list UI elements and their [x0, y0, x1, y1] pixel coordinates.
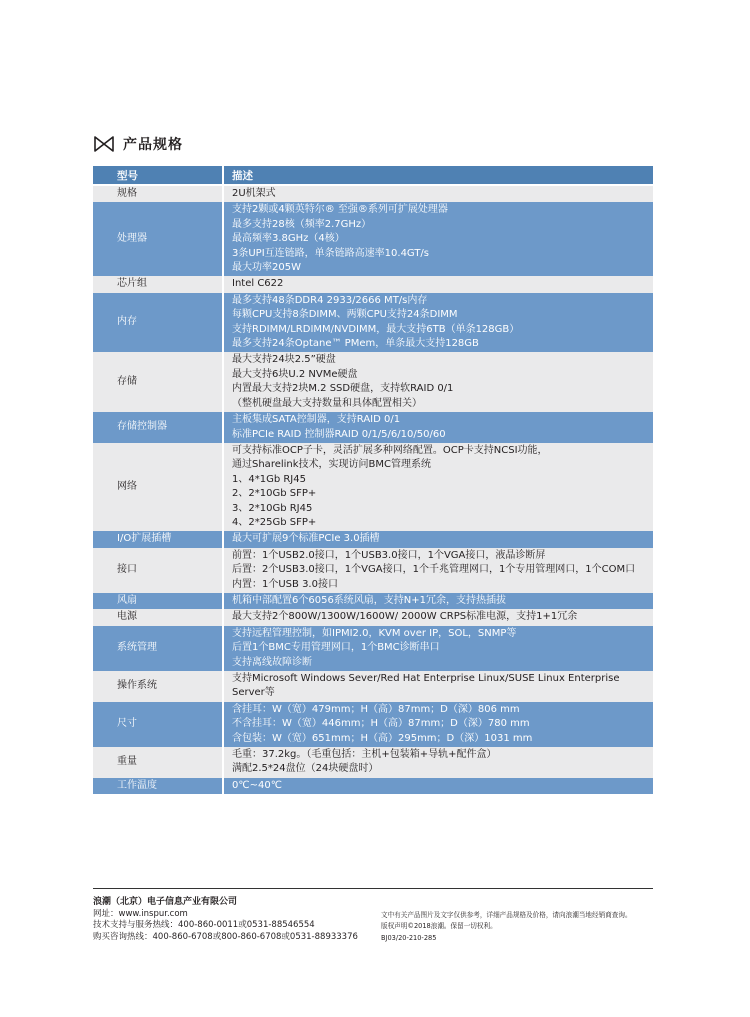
sales-hotline: 购买咨询热线：400-860-6708或800-860-6708或0531-88933376	[93, 931, 358, 942]
spec-line: 每颗CPU支持8条DIMM、两颗CPU支持24条DIMM	[232, 309, 458, 321]
copyright-text: 版权声明©2018浪潮。保留一切权利。	[381, 922, 497, 931]
footer-divider	[93, 888, 653, 889]
company-name: 浪潮（北京）电子信息产业有限公司	[93, 897, 238, 907]
spec-line: 最大支持24块2.5”硬盘	[232, 354, 336, 366]
table-row	[93, 352, 653, 412]
spec-key: 尺寸	[93, 702, 223, 747]
spec-key: 内存	[93, 293, 223, 353]
spec-line: 最多支持28核（频率2.7GHz）	[232, 218, 372, 230]
spec-key: 电源	[93, 609, 223, 625]
spec-value	[223, 293, 653, 353]
disclaimer-text: 文中有关产品图片及文字仅供参考，详细产品规格及价格，请向浪潮当地经销商查询。	[381, 911, 632, 919]
spec-line: 2U机架式	[232, 188, 276, 199]
spec-value	[223, 548, 653, 593]
spec-line: 满配2.5*24盘位（24块硬盘时）	[232, 763, 379, 775]
footer-contact	[93, 897, 358, 943]
spec-value	[223, 671, 653, 702]
spec-line: 2、2*10Gb SFP+	[232, 488, 317, 500]
spec-line: 机箱中部配置6个6056系统风扇，支持N+1冗余，支持热插拔	[232, 594, 507, 606]
table-row	[93, 593, 653, 609]
spec-line: 主板集成SATA控制器，支持RAID 0/1	[232, 414, 401, 426]
spec-line: 可支持标准OCP子卡，灵活扩展多种网络配置。OCP卡支持NCSI功能，	[232, 444, 548, 456]
spec-line: 后置：2个USB3.0接口，1个VGA接口，1个千兆管理网口，1个专用管理网口，1个COM口	[232, 564, 636, 576]
spec-value	[223, 626, 653, 671]
spec-line: 毛重：37.2kg。（毛重包括：主机+包装箱+导轨+配件盒）	[232, 749, 497, 761]
spec-key: 工作温度	[93, 778, 223, 794]
spec-line: 最大支持2个800W/1300W/1600W/ 2000W CRPS标准电源，支持1+1冗余	[232, 611, 578, 623]
spec-table	[93, 166, 653, 794]
spec-line: Intel C622	[232, 278, 284, 290]
spec-line: 0℃~40℃	[232, 779, 282, 791]
spec-key: 重量	[93, 747, 223, 778]
spec-line: 不含挂耳：W（宽）446mm；H（高）87mm；D（深）780 mm	[232, 718, 530, 730]
spec-line: 最大支持6块U.2 NVMe硬盘	[232, 368, 358, 380]
spec-key: 处理器	[93, 202, 223, 276]
bowtie-icon	[93, 135, 115, 153]
table-row	[93, 412, 653, 443]
spec-line: 支持RDIMM/LRDIMM/NVDIMM，最大支持6TB（单条128GB）	[232, 323, 520, 335]
table-row	[93, 778, 653, 794]
spec-line: 前置：1个USB2.0接口，1个USB3.0接口，1个VGA接口，液晶诊断屏	[232, 549, 546, 561]
spec-line: 内置：1个USB 3.0接口	[232, 578, 338, 590]
spec-value	[223, 609, 653, 625]
table-row	[93, 609, 653, 625]
spec-value	[223, 747, 653, 778]
spec-line: 内置最大支持2块M.2 SSD硬盘，支持软RAID 0/1	[232, 383, 454, 395]
table-row	[93, 747, 653, 778]
spec-line: 后置1个BMC专用管理网口，1个BMC诊断串口	[232, 642, 440, 654]
spec-key: 网络	[93, 443, 223, 531]
spec-value	[223, 412, 653, 443]
header-model: 型号	[93, 166, 223, 185]
spec-key: 系统管理	[93, 626, 223, 671]
spec-value	[223, 593, 653, 609]
spec-line: 最多支持48条DDR4 2933/2666 MT/s内存	[232, 294, 428, 306]
table-row	[93, 531, 653, 547]
spec-value	[223, 352, 653, 412]
table-row	[93, 548, 653, 593]
spec-line: 最高频率3.8GHz（4核）	[232, 233, 345, 245]
table-header	[93, 166, 653, 185]
website-link[interactable]: 网址：www.inspur.com	[93, 908, 188, 919]
spec-line: 1、4*1Gb RJ45	[232, 473, 306, 485]
spec-value	[223, 202, 653, 276]
spec-line: 通过Sharelink技术，实现访问BMC管理系统	[232, 459, 432, 471]
table-row	[93, 293, 653, 353]
spec-key: 规格	[93, 185, 223, 202]
header-description: 描述	[223, 166, 653, 185]
spec-value	[223, 531, 653, 547]
table-row	[93, 276, 653, 292]
table-row	[93, 671, 653, 702]
table-row	[93, 702, 653, 747]
section-title	[93, 133, 183, 155]
spec-value	[223, 443, 653, 531]
spec-line: 4、2*25Gb SFP+	[232, 516, 317, 528]
doc-code: BJ03/20-210-285	[381, 933, 437, 942]
spec-line: 含挂耳：W（宽）479mm；H（高）87mm；D（深）806 mm	[232, 703, 520, 715]
spec-line: 标准PCIe RAID 控制器RAID 0/1/5/6/10/50/60	[232, 428, 446, 440]
spec-key: 操作系统	[93, 671, 223, 702]
spec-line: 最多支持24条Optane™ PMem，单条最大支持128GB	[232, 338, 479, 350]
spec-value	[223, 185, 653, 202]
table-row	[93, 185, 653, 202]
spec-line: 支持Microsoft Windows Sever/Red Hat Enterprise Linux/SUSE Linux Enterprise Server等	[232, 673, 620, 699]
spec-line: （整机硬盘最大支持数量和具体配置相关）	[232, 397, 422, 409]
spec-key: 风扇	[93, 593, 223, 609]
table-row	[93, 202, 653, 276]
spec-value	[223, 778, 653, 794]
spec-line: 3条UPI互连链路，单条链路高速率10.4GT/s	[232, 247, 430, 259]
spec-line: 最大功率205W	[232, 262, 301, 274]
spec-line: 支持2颗或4颗英特尔® 至强®系列可扩展处理器	[232, 204, 448, 216]
spec-key: 芯片组	[93, 276, 223, 292]
spec-value	[223, 276, 653, 292]
spec-line: 最大可扩展9个标准PCIe 3.0插槽	[232, 533, 380, 545]
spec-key: 存储控制器	[93, 412, 223, 443]
spec-key: 接口	[93, 548, 223, 593]
spec-value	[223, 702, 653, 747]
section-title-text: 产品规格	[123, 137, 183, 153]
support-hotline: 技术支持与服务热线：400-860-0011或0531-88546554	[93, 920, 315, 931]
spec-line: 支持离线故障诊断	[232, 656, 312, 668]
spec-line: 支持远程管理控制，如IPMI2.0，KVM over IP，SOL，SNMP等	[232, 627, 517, 639]
table-row	[93, 443, 653, 531]
table-row	[93, 626, 653, 671]
spec-key: I/O扩展插槽	[93, 531, 223, 547]
footer-notes	[381, 910, 632, 944]
spec-key: 存储	[93, 352, 223, 412]
spec-line: 含包装：W（宽）651mm；H（高）295mm；D（深）1031 mm	[232, 732, 533, 744]
spec-line: 3、2*10Gb RJ45	[232, 502, 313, 514]
